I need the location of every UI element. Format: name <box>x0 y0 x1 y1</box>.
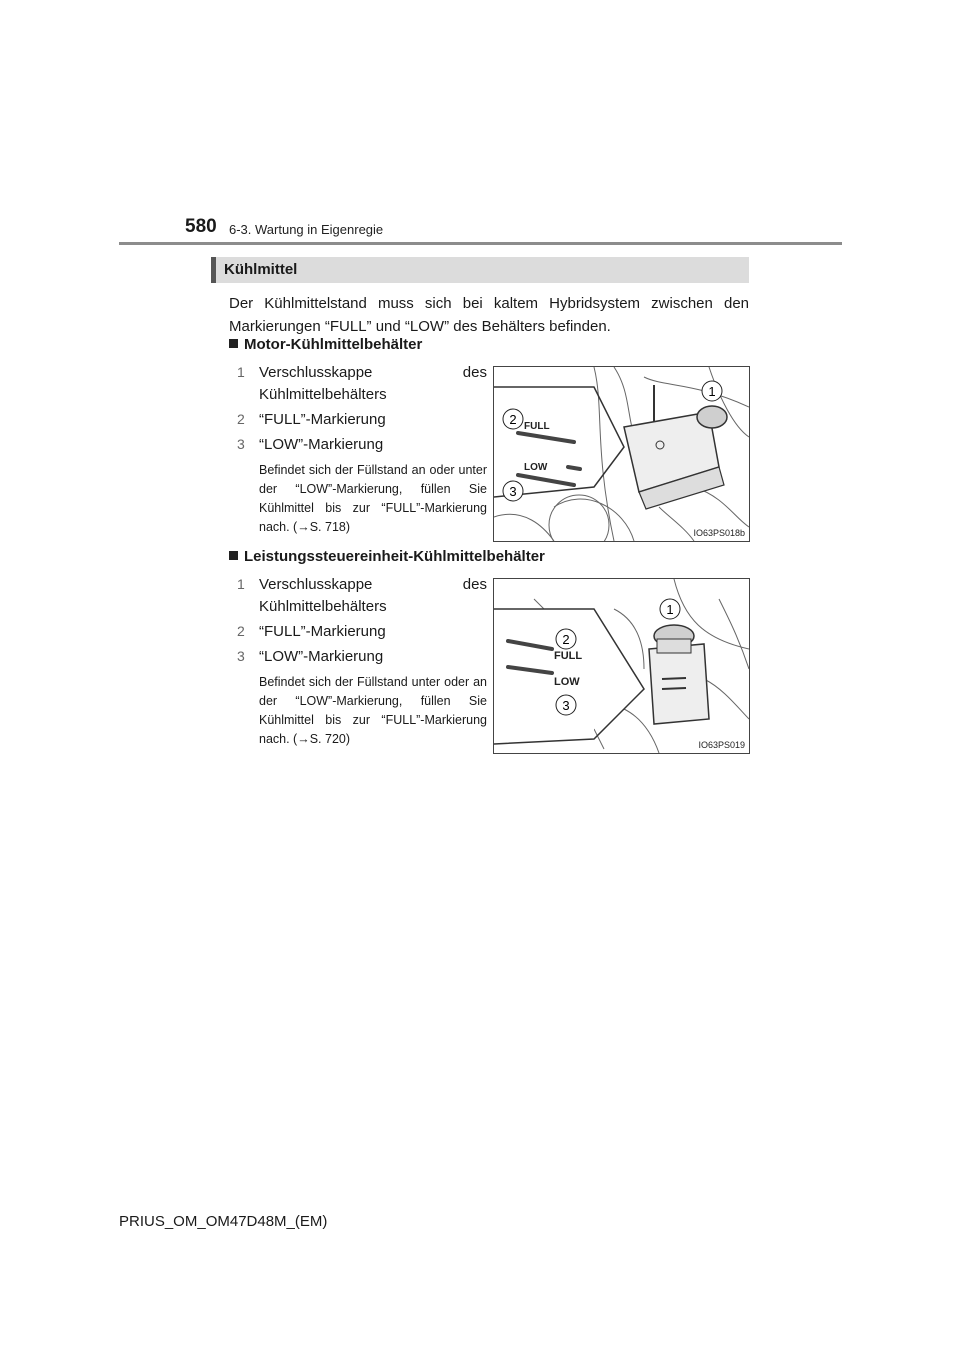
svg-text:2: 2 <box>562 632 570 647</box>
note-text: Befindet sich der Füllstand unter oder an der “LOW”-Markierung, füllen Sie Kühlmittel bis zur “FULL”-Markierung nach. (→S. 720) <box>259 675 487 746</box>
low-mark-label: LOW <box>554 676 580 688</box>
item-label: Verschlusskappe des Kühlmittelbehälters <box>259 364 487 403</box>
section-title: Kühlmittel <box>224 261 298 278</box>
page-number: 580 <box>185 216 217 237</box>
item-label: “LOW”-Markierung <box>259 436 384 453</box>
svg-text:3: 3 <box>509 484 517 499</box>
figure-code: IO63PS018b <box>693 528 745 538</box>
item-number: 2 <box>237 623 245 639</box>
subheading-engine-coolant-tank: Motor-Kühlmittelbehälter <box>229 336 422 353</box>
figure-engine-coolant-tank <box>493 366 750 542</box>
item-label: “LOW”-Markierung <box>259 648 384 665</box>
subheading-power-control-coolant-tank: Leistungssteuereinheit-Kühlmittelbehälter <box>229 548 545 565</box>
breadcrumb: 6-3. Wartung in Eigenregie <box>229 222 384 237</box>
section-title-bar <box>211 257 749 283</box>
item-number: 1 <box>237 576 245 592</box>
item-number: 3 <box>237 436 245 452</box>
item-number: 1 <box>237 364 245 380</box>
note-text: Befindet sich der Füllstand an oder unter der “LOW”-Markierung, füllen Sie Kühlmittel bis zur “FULL”-Markierung nach. (→S. 718) <box>259 463 487 534</box>
item-number: 3 <box>237 648 245 664</box>
svg-text:1: 1 <box>708 384 716 399</box>
item-label: “FULL”-Markierung <box>259 623 386 640</box>
engine-coolant-illustration <box>494 367 749 541</box>
intro-paragraph: Der Kühlmittelstand muss sich bei kaltem Hybridsystem zwischen den Markierungen “FULL” und “LOW” des Behälters befinden. <box>229 295 749 335</box>
full-mark-label: FULL <box>554 650 583 662</box>
item-number: 2 <box>237 411 245 427</box>
power-control-coolant-illustration <box>494 579 749 753</box>
square-bullet-icon <box>229 339 238 348</box>
square-bullet-icon <box>229 551 238 560</box>
full-mark-label: FULL <box>524 421 550 432</box>
figure-code: IO63PS019 <box>698 740 745 750</box>
item-label: Verschlusskappe des Kühlmittelbehälters <box>259 576 487 615</box>
svg-text:2: 2 <box>509 412 517 427</box>
low-mark-label: LOW <box>524 462 548 473</box>
footer-doc-id: PRIUS_OM_OM47D48M_(EM) <box>119 1213 328 1230</box>
figure-power-control-coolant-tank <box>493 578 750 754</box>
header-rule <box>119 242 842 245</box>
item-label: “FULL”-Markierung <box>259 411 386 428</box>
section-accent <box>211 257 216 283</box>
svg-text:3: 3 <box>562 698 570 713</box>
svg-text:1: 1 <box>666 602 674 617</box>
